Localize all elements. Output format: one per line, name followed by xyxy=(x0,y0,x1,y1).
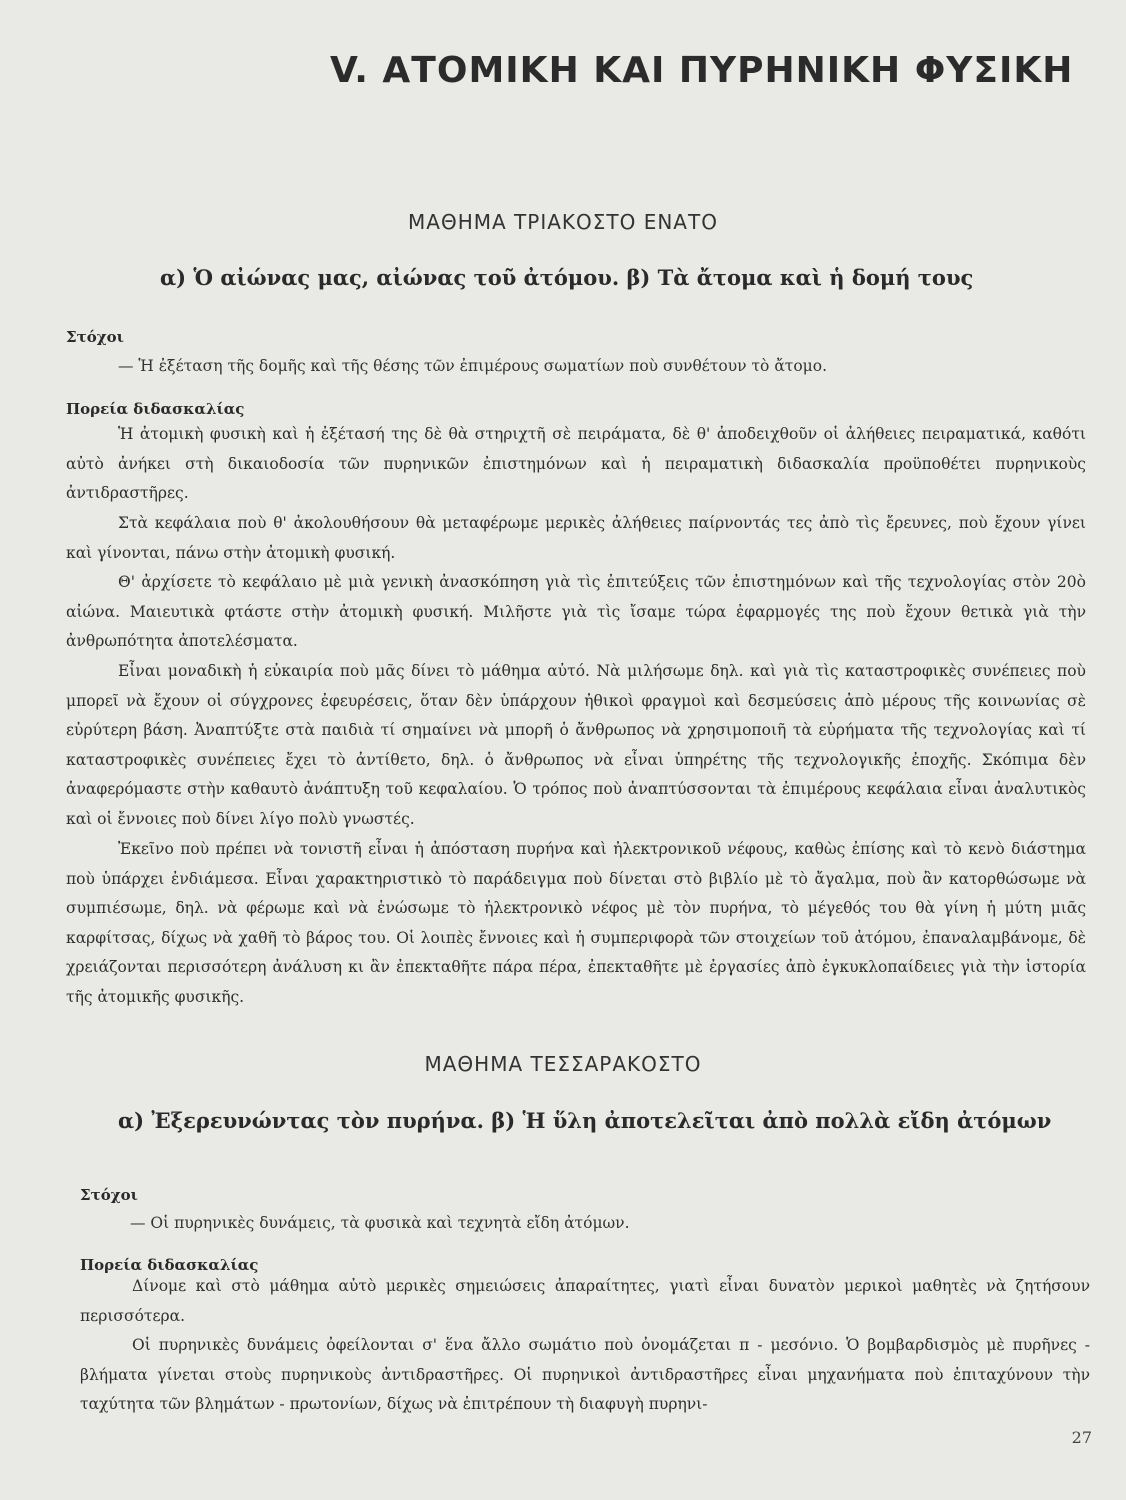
goals-label: Στόχοι xyxy=(66,328,124,346)
lesson-heading: ΜΑΘΗΜΑ ΤΕΣΣΑΡΑΚΟΣΤΟ xyxy=(424,1052,702,1076)
lesson-subtitle: α) Ὁ αἰώνας μας, αἰώνας τοῦ ἀτόμου. β) Τὰ ἄτομα καὶ ἡ δομή τους xyxy=(160,265,974,290)
lesson-subtitle: α) Ἐξερευνώντας τὸν πυρήνα. β) Ἡ ὕλη ἀποτελεῖται ἀπὸ πολλὰ εἴδη ἀτόμων xyxy=(118,1108,1052,1133)
paragraph: Δίνομε καὶ στὸ μάθημα αὐτὸ μερικὲς σημειώσεις ἀπαραίτητες, γιατὶ εἶναι δυνατὸν μερικοὶ μαθητὲς νὰ ζητήσουν περισσότερα. xyxy=(80,1277,1090,1325)
method-label: Πορεία διδασκαλίας xyxy=(80,1256,259,1274)
paragraph: Ἐκεῖνο ποὺ πρέπει νὰ τονιστῆ εἶναι ἡ ἀπόσταση πυρήνα καὶ ἠλεκτρονικοῦ νέφους, καθὼς ἐπίσης καὶ τὸ κενὸ διάστημα ποὺ ὑπάρχει ἐνδιάμεσα. Εἶναι χαρακτηριστικὸ τὸ παράδειγμα ποὺ δίνεται στὸ βιβλίο μὲ τὸ ἄγαλμα, ποὺ ἂν κατορθώσωμε νὰ συμπιέσωμε, δηλ. νὰ φέρωμε καὶ νὰ ἑνώσωμε τὸ ἠλεκτρονικὸ νέφος μὲ τὸν πυρήνα, τὸ μέγεθός του θὰ γίνη ἡ μύτη μιᾶς καρφίτσας, δίχως νὰ χαθῆ τὸ βάρος του. Οἱ λοιπὲς ἔννοιες καὶ ἡ συμπεριφορὰ τῶν στοιχείων τοῦ ἀτόμου, ἐπαναλαμβάνομε, δὲ χρειάζονται περισσότερη ἀνάλυση κι ἂν ἐπεκταθῆτε πάρα πέρα, ἐπεκταθῆτε μὲ ἐργασίες ἀπὸ ἐγκυκλοπαίδειες γιὰ τὴν ἱστορία τῆς ἀτομικῆς φυσικῆς. xyxy=(66,840,1086,1006)
paragraph: Εἶναι μοναδικὴ ἡ εὐκαιρία ποὺ μᾶς δίνει τὸ μάθημα αὐτό. Νὰ μιλήσωμε δηλ. καὶ γιὰ τὶς καταστροφικὲς συνέπειες ποὺ μπορεῖ νὰ ἔχουν οἱ σύγχρονες ἐφευρέσεις, ὅταν δὲν ὑπάρχουν ἠθικοὶ φραγμοὶ καὶ δεσμεύσεις ἀπὸ μέρους τῆς κοινωνίας σὲ εὐρύτερη βάση. Ἀναπτύξτε στὰ παιδιὰ τί σημαίνει νὰ μπορῆ ὁ ἄνθρωπος νὰ χρησιμοποιῆ τὰ εὑρήματα τῆς τεχνολογίας καὶ τί καταστροφικὲς συνέπειες ἔχει τὸ ἀντίθετο, δηλ. ὁ ἄνθρωπος νὰ εἶναι ὑπηρέτης τῆς τεχνολογικῆς ἐποχῆς. Σκόπιμα δὲν ἀναφερόμαστε στὴν καθαυτὸ ἀνάπτυξη τοῦ κεφαλαίου. Ὁ τρόπος ποὺ ἀναπτύσσονται τὰ ἐπιμέρους κεφάλαια εἶναι ἀναλυτικὸς καὶ οἱ ἔννοιες ποὺ δίνει λίγο πολὺ γνωστές. xyxy=(66,662,1086,828)
goals-text: — Οἱ πυρηνικὲς δυνάμεις, τὰ φυσικὰ καὶ τεχνητὰ εἴδη ἀτόμων. xyxy=(130,1214,630,1232)
chapter-title: V. ΑΤΟΜΙΚΗ ΚΑΙ ΠΥΡΗΝΙΚΗ ΦΥΣΙΚΗ xyxy=(330,50,1074,91)
method-label: Πορεία διδασκαλίας xyxy=(66,400,245,418)
goals-text: — Ἡ ἐξέταση τῆς δομῆς καὶ τῆς θέσης τῶν ἐπιμέρους σωματίων ποὺ συνθέτουν τὸ ἄτομο. xyxy=(118,357,828,375)
paragraph: Θ' ἀρχίσετε τὸ κεφάλαιο μὲ μιὰ γενικὴ ἀνασκόπηση γιὰ τὶς ἐπιτεύξεις τῶν ἐπιστημόνων καὶ τῆς τεχνολογίας στὸν 20ὸ αἰώνα. Μαιευτικὰ φτάστε στὴν ἀτομικὴ φυσική. Μιλῆστε γιὰ τὶς ἴσαμε τώρα ἐφαρμογές της ποὺ ἔχουν θετικὰ γιὰ τὴν ἀνθρωπότητα ἀποτελέσματα. xyxy=(66,573,1086,650)
lesson-heading: ΜΑΘΗΜΑ ΤΡΙΑΚΟΣΤΟ ΕΝΑΤΟ xyxy=(408,210,718,234)
page-number: 27 xyxy=(1071,1428,1092,1447)
paragraph: Οἱ πυρηνικὲς δυνάμεις ὀφείλονται σ' ἕνα ἄλλο σωμάτιο ποὺ ὀνομάζεται π - μεσόνιο. Ὁ βομβαρδισμὸς μὲ πυρῆνες - βλήματα γίνεται στοὺς πυρηνικοὺς ἀντιδραστῆρες. Οἱ πυρηνικοὶ ἀντιδραστῆρες εἶναι μηχανήματα ποὺ ἐπιταχύνουν τὴν ταχύτητα τῶν βλημάτων - πρωτονίων, δίχως νὰ ἐπιτρέπουν τὴ διαφυγὴ πυρηνι- xyxy=(80,1336,1090,1413)
paragraph: Ἡ ἀτομικὴ φυσικὴ καὶ ἡ ἐξέτασή της δὲ θὰ στηριχτῆ σὲ πειράματα, δὲ θ' ἀποδειχθοῦν οἱ ἀλήθειες πειραματικά, καθότι αὐτὸ ἀνήκει στὴ δικαιοδοσία τῶν πυρηνικῶν ἐπιστημόνων καὶ ἡ πειραματικὴ διδασκαλία προϋποθέτει πυρηνικοὺς ἀντιδραστῆρες. xyxy=(66,425,1086,502)
paragraph: Στὰ κεφάλαια ποὺ θ' ἀκολουθήσουν θὰ μεταφέρωμε μερικὲς ἀλήθειες παίρνοντάς τες ἀπὸ τὶς ἔρευνες, ποὺ ἔχουν γίνει καὶ γίνονται, πάνω στὴν ἀτομικὴ φυσική. xyxy=(66,514,1086,562)
goals-label: Στόχοι xyxy=(80,1186,138,1204)
